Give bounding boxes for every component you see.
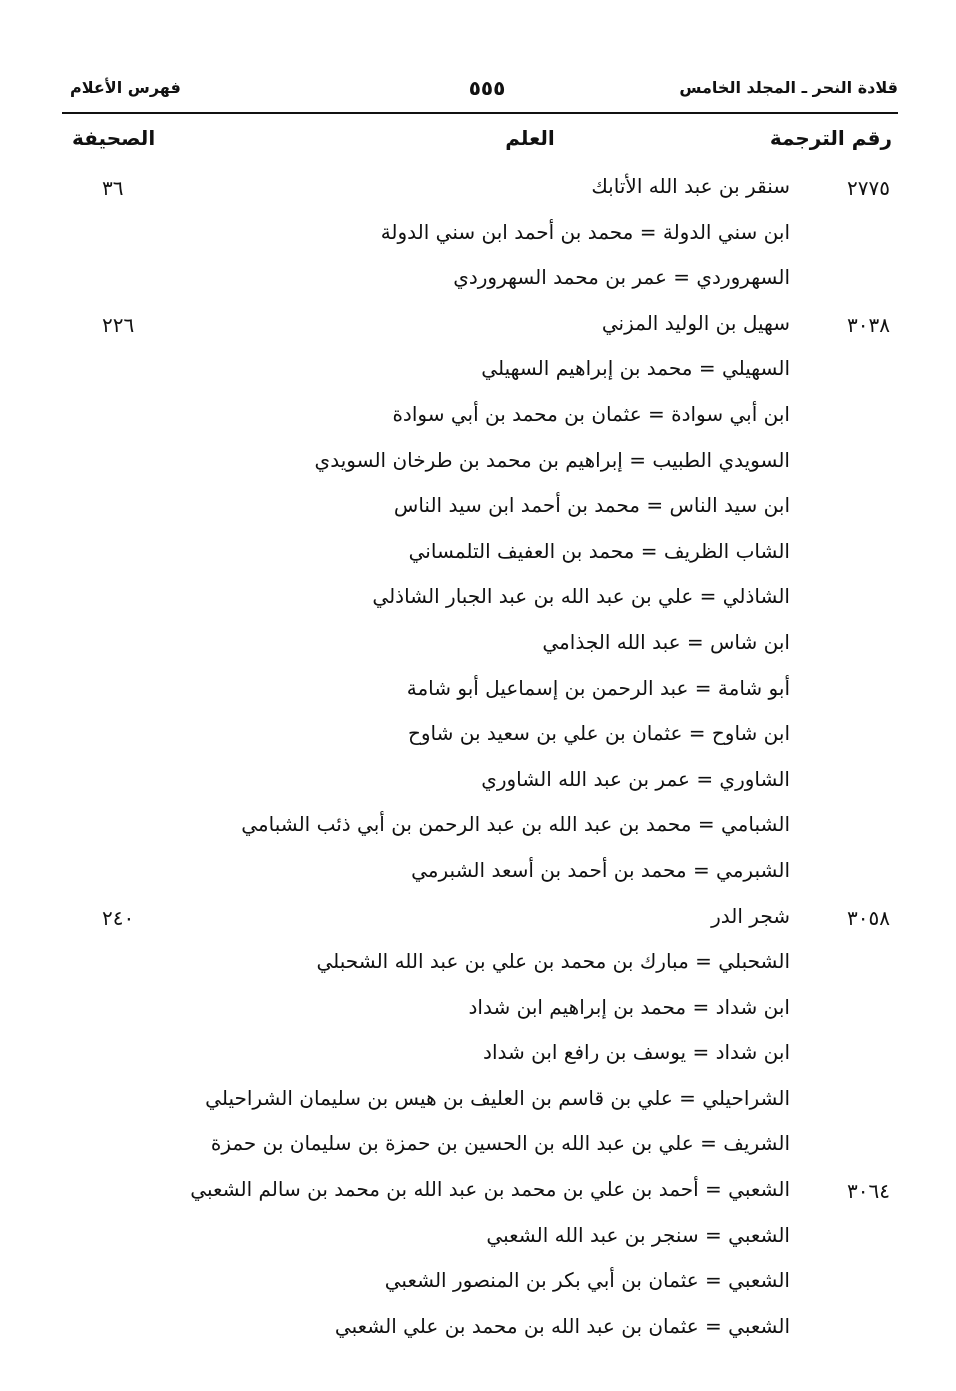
index-entry: [0, 400, 956, 446]
index-entry: [0, 263, 956, 309]
book-title: قلادة النحر ـ المجلد الخامس: [679, 78, 898, 97]
section-title: فهرس الأعلام: [70, 78, 181, 97]
entry-name: ابن شاوح = عثمان بن علي بن سعيد بن شاوح: [407, 721, 790, 746]
entry-name: الشعبي = عثمان بن أبي بكر بن المنصور الشعبي: [384, 1268, 790, 1293]
header-rule: [62, 112, 898, 114]
running-head: [62, 78, 898, 108]
index-entry: [0, 537, 956, 583]
column-header-name: العلم: [505, 126, 555, 150]
index-entry: [0, 856, 956, 902]
entry-name: السهيلي = محمد بن إبراهيم السهيلي: [481, 356, 790, 381]
index-entry: [0, 172, 956, 218]
entry-name: الشاوري = عمر بن عبد الله الشاوري: [481, 766, 790, 791]
index-entry: [0, 491, 956, 537]
index-entry: [0, 1221, 956, 1267]
entry-name: الشبامي = محمد بن عبد الله بن عبد الرحمن بن أبي ذئب الشبامي: [241, 812, 790, 837]
entry-page: ٢٤٠: [102, 905, 135, 930]
entry-name: ابن شاس = عبد الله الجذامي: [542, 629, 790, 654]
entry-name: سنقر بن عبد الله الأتابك: [591, 174, 790, 198]
entry-name: الشاذلي = علي بن عبد الله بن عبد الجبار الشاذلي: [372, 584, 790, 609]
entry-translation-number: ٣٠٦٤: [847, 1179, 890, 1204]
entry-name: ابن شداد = يوسف بن رافع ابن شداد: [483, 1040, 790, 1065]
column-header-translation-number: رقم الترجمة: [769, 126, 892, 150]
entry-translation-number: ٣٠٥٨: [847, 905, 890, 930]
index-entry: [0, 1175, 956, 1221]
index-entry: [0, 902, 956, 948]
entry-name: الشراحيلي = علي بن قاسم بن العليف بن هيس بن سليمان الشراحيلي: [205, 1085, 790, 1110]
entry-name: الشاب الظريف = محمد بن العفيف التلمساني: [408, 538, 790, 563]
index-entry: [0, 993, 956, 1039]
entry-name: سهيل بن الوليد المزني: [601, 310, 790, 335]
entry-name: أبو شامة = عبد الرحمن بن إسماعيل أبو شامة: [406, 675, 790, 700]
entry-name: السهروردي = عمر بن محمد السهروردي: [453, 265, 790, 290]
entry-name: ابن سيد الناس = محمد بن أحمد ابن سيد الناس: [393, 493, 790, 518]
column-header-page: الصحيفة: [72, 126, 156, 150]
index-entry: [0, 1038, 956, 1084]
entry-name: شجر الدر: [711, 903, 790, 928]
index-entry: [0, 446, 956, 492]
entry-name: السويدي الطبيب = إبراهيم بن محمد بن طرخان السويدي: [314, 447, 790, 472]
index-entry: [0, 1312, 956, 1358]
entry-name: ابن سني الدولة = محمد بن أحمد ابن سني الدولة: [380, 219, 790, 244]
index-entry: [0, 1084, 956, 1130]
index-entry: [0, 218, 956, 264]
index-entry: [0, 810, 956, 856]
index-entry: [0, 582, 956, 628]
index-entry: [0, 1266, 956, 1312]
entry-name: الشريف = علي بن عبد الله بن الحسين بن حمزة بن سليمان بن حمزة: [210, 1131, 790, 1156]
entry-name: الشحبلي = مبارك بن محمد بن علي بن عبد الله الشحبلي: [316, 949, 790, 974]
entry-name: الشعبي = سنجر بن عبد الله الشعبي: [486, 1222, 790, 1247]
index-entry: [0, 628, 956, 674]
index-entry: [0, 765, 956, 811]
entry-translation-number: ٢٧٧٥: [847, 176, 890, 200]
index-entry: [0, 309, 956, 355]
entry-translation-number: ٣٠٣٨: [847, 312, 890, 337]
index-entry: [0, 674, 956, 720]
index-entries: [0, 172, 956, 1357]
entry-name: الشبرمي = محمد بن أحمد بن أسعد الشبرمي: [411, 857, 790, 882]
page-number: ٥٥٥: [468, 76, 506, 100]
index-entry: [0, 1129, 956, 1175]
entry-page: ٢٢٦: [102, 312, 135, 337]
entry-name: ابن شداد = محمد بن إبراهيم ابن شداد: [468, 994, 790, 1019]
index-entry: [0, 354, 956, 400]
index-entry: [0, 947, 956, 993]
entry-name: ابن أبي سوادة = عثمان بن محمد بن أبي سوادة: [392, 401, 790, 426]
entry-page: ٣٦: [102, 176, 124, 200]
entry-name: الشعبي = أحمد بن علي بن محمد بن عبد الله بن محمد بن سالم الشعبي: [190, 1177, 790, 1202]
index-entry: [0, 719, 956, 765]
entry-name: الشعبي = عثمان بن عبد الله بن محمد بن علي الشعبي: [334, 1313, 790, 1338]
